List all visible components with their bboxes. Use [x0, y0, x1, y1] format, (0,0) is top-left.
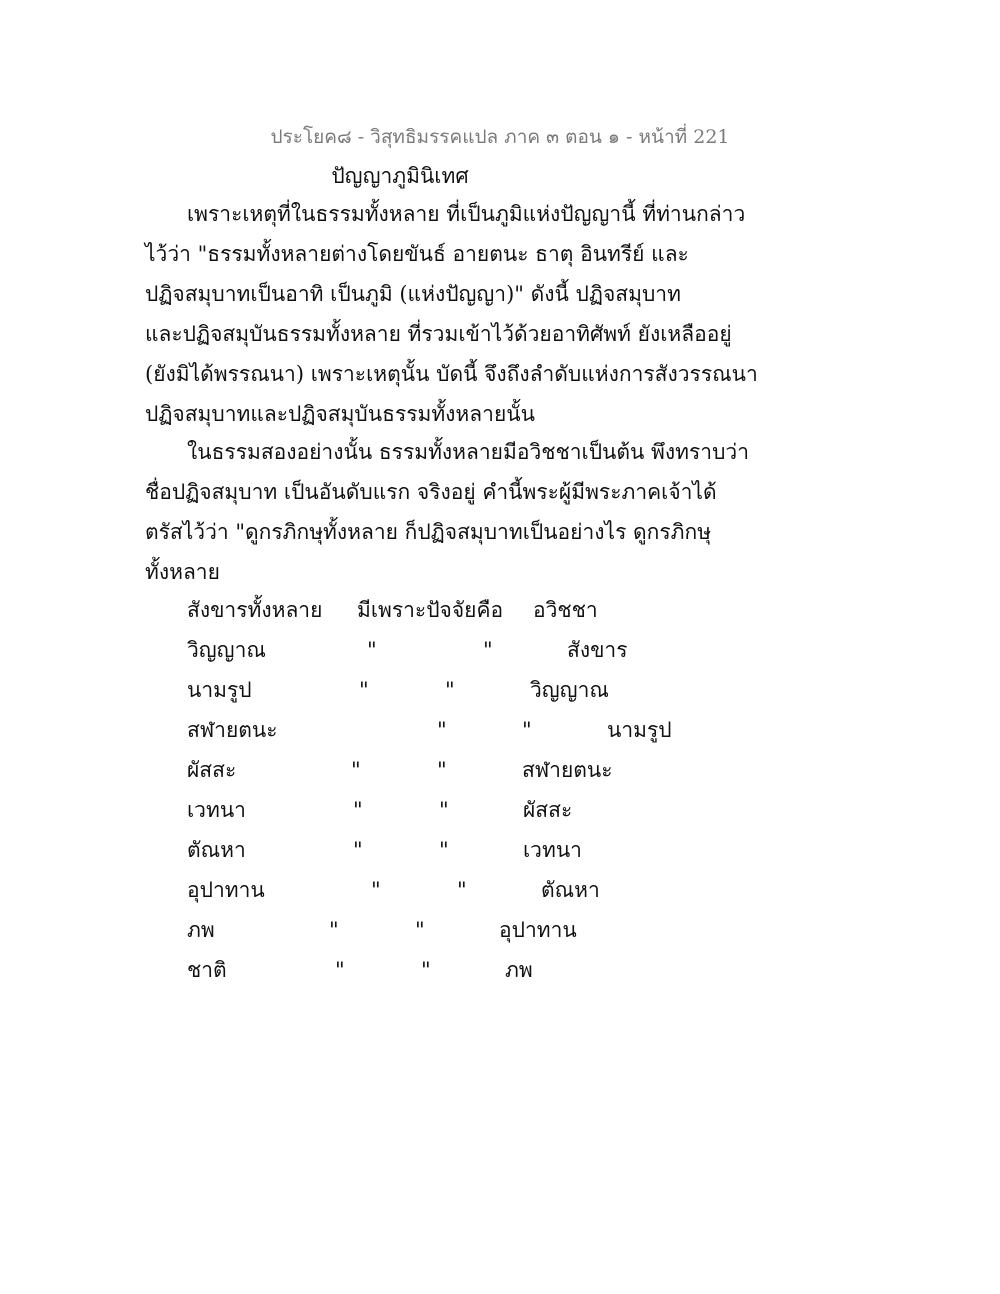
table-cause: อวิชชา	[533, 598, 598, 622]
table-ditto: "	[415, 918, 425, 942]
table-ditto: "	[483, 638, 493, 662]
table-ditto: "	[421, 958, 431, 982]
table-term: ผัสสะ	[187, 758, 237, 782]
table-cause: สฬายตนะ	[522, 758, 613, 782]
table-ditto: "	[445, 678, 455, 702]
table-term: สังขารทั้งหลาย	[187, 598, 323, 622]
table-cause: วิญญาณ	[530, 678, 609, 702]
table-term: ภพ	[187, 918, 215, 942]
paragraph-line: ทั้งหลาย	[145, 560, 220, 584]
table-cause: ผัสสะ	[523, 798, 573, 822]
table-ditto: "	[359, 678, 369, 702]
table-ditto: "	[351, 758, 361, 782]
table-term: ตัณหา	[187, 838, 246, 862]
paragraph-line: ปฏิจสมุบาทเป็นอาทิ เป็นภูมิ (แห่งปัญญา)" ดังนี้ ปฏิจสมุบาท	[145, 282, 681, 306]
table-ditto: "	[439, 838, 449, 862]
table-cause: นามรูป	[607, 718, 672, 742]
table-ditto: "	[329, 918, 339, 942]
table-ditto: "	[371, 878, 381, 902]
table-ditto: "	[522, 718, 532, 742]
paragraph-line: และปฏิจสมุบันธรรมทั้งหลาย ที่รวมเข้าไว้ด้วยอาทิศัพท์ ยังเหลืออยู่	[145, 322, 732, 346]
table-ditto: "	[437, 758, 447, 782]
table-ditto: "	[439, 798, 449, 822]
table-term: วิญญาณ	[187, 638, 266, 662]
table-term: เวทนา	[187, 798, 246, 822]
table-term: สฬายตนะ	[187, 718, 278, 742]
table-cause: อุปาทาน	[499, 918, 577, 942]
section-title: ปัญญาภูมินิเทศ	[331, 164, 469, 188]
table-term: ชาติ	[187, 958, 227, 982]
table-cause: เวทนา	[523, 838, 582, 862]
table-ditto: "	[335, 958, 345, 982]
table-cause: สังขาร	[567, 638, 628, 662]
table-ditto: "	[353, 838, 363, 862]
table-cause: ตัณหา	[541, 878, 600, 902]
page-header: ประโยค๘ - วิสุทธิมรรคแปล ภาค ๓ ตอน ๑ - หน้าที่ 221	[270, 126, 730, 148]
table-ditto: "	[437, 718, 447, 742]
table-cause: ภพ	[505, 958, 533, 982]
table-ditto: "	[367, 638, 377, 662]
paragraph-line: ปฏิจสมุบาทและปฏิจสมุบันธรรมทั้งหลายนั้น	[145, 402, 535, 426]
paragraph-line: ตรัสไว้ว่า "ดูกรภิกษุทั้งหลาย ก็ปฏิจสมุบาทเป็นอย่างไร ดูกรภิกษุ	[145, 520, 712, 544]
table-ditto: "	[457, 878, 467, 902]
paragraph-line: ในธรรมสองอย่างนั้น ธรรมทั้งหลายมีอวิชชาเป็นต้น พึงทราบว่า	[187, 440, 749, 464]
table-ditto: "	[353, 798, 363, 822]
table-term: อุปาทาน	[187, 878, 265, 902]
paragraph-line: ไว้ว่า "ธรรมทั้งหลายต่างโดยขันธ์ อายตนะ ธาตุ อินทรีย์ และ	[145, 242, 689, 266]
table-term: นามรูป	[187, 678, 252, 702]
paragraph-line: เพราะเหตุที่ในธรรมทั้งหลาย ที่เป็นภูมิแห่งปัญญานี้ ที่ท่านกล่าว	[187, 202, 746, 226]
paragraph-line: ชื่อปฏิจสมุบาท เป็นอันดับแรก จริงอยู่ คำนี้พระผู้มีพระภาคเจ้าได้	[145, 480, 717, 504]
table-mid: มีเพราะปัจจัยคือ	[357, 598, 504, 622]
paragraph-line: (ยังมิได้พรรณนา) เพราะเหตุนั้น บัดนี้ จึงถึงลำดับแห่งการสังวรรณนา	[145, 362, 758, 386]
